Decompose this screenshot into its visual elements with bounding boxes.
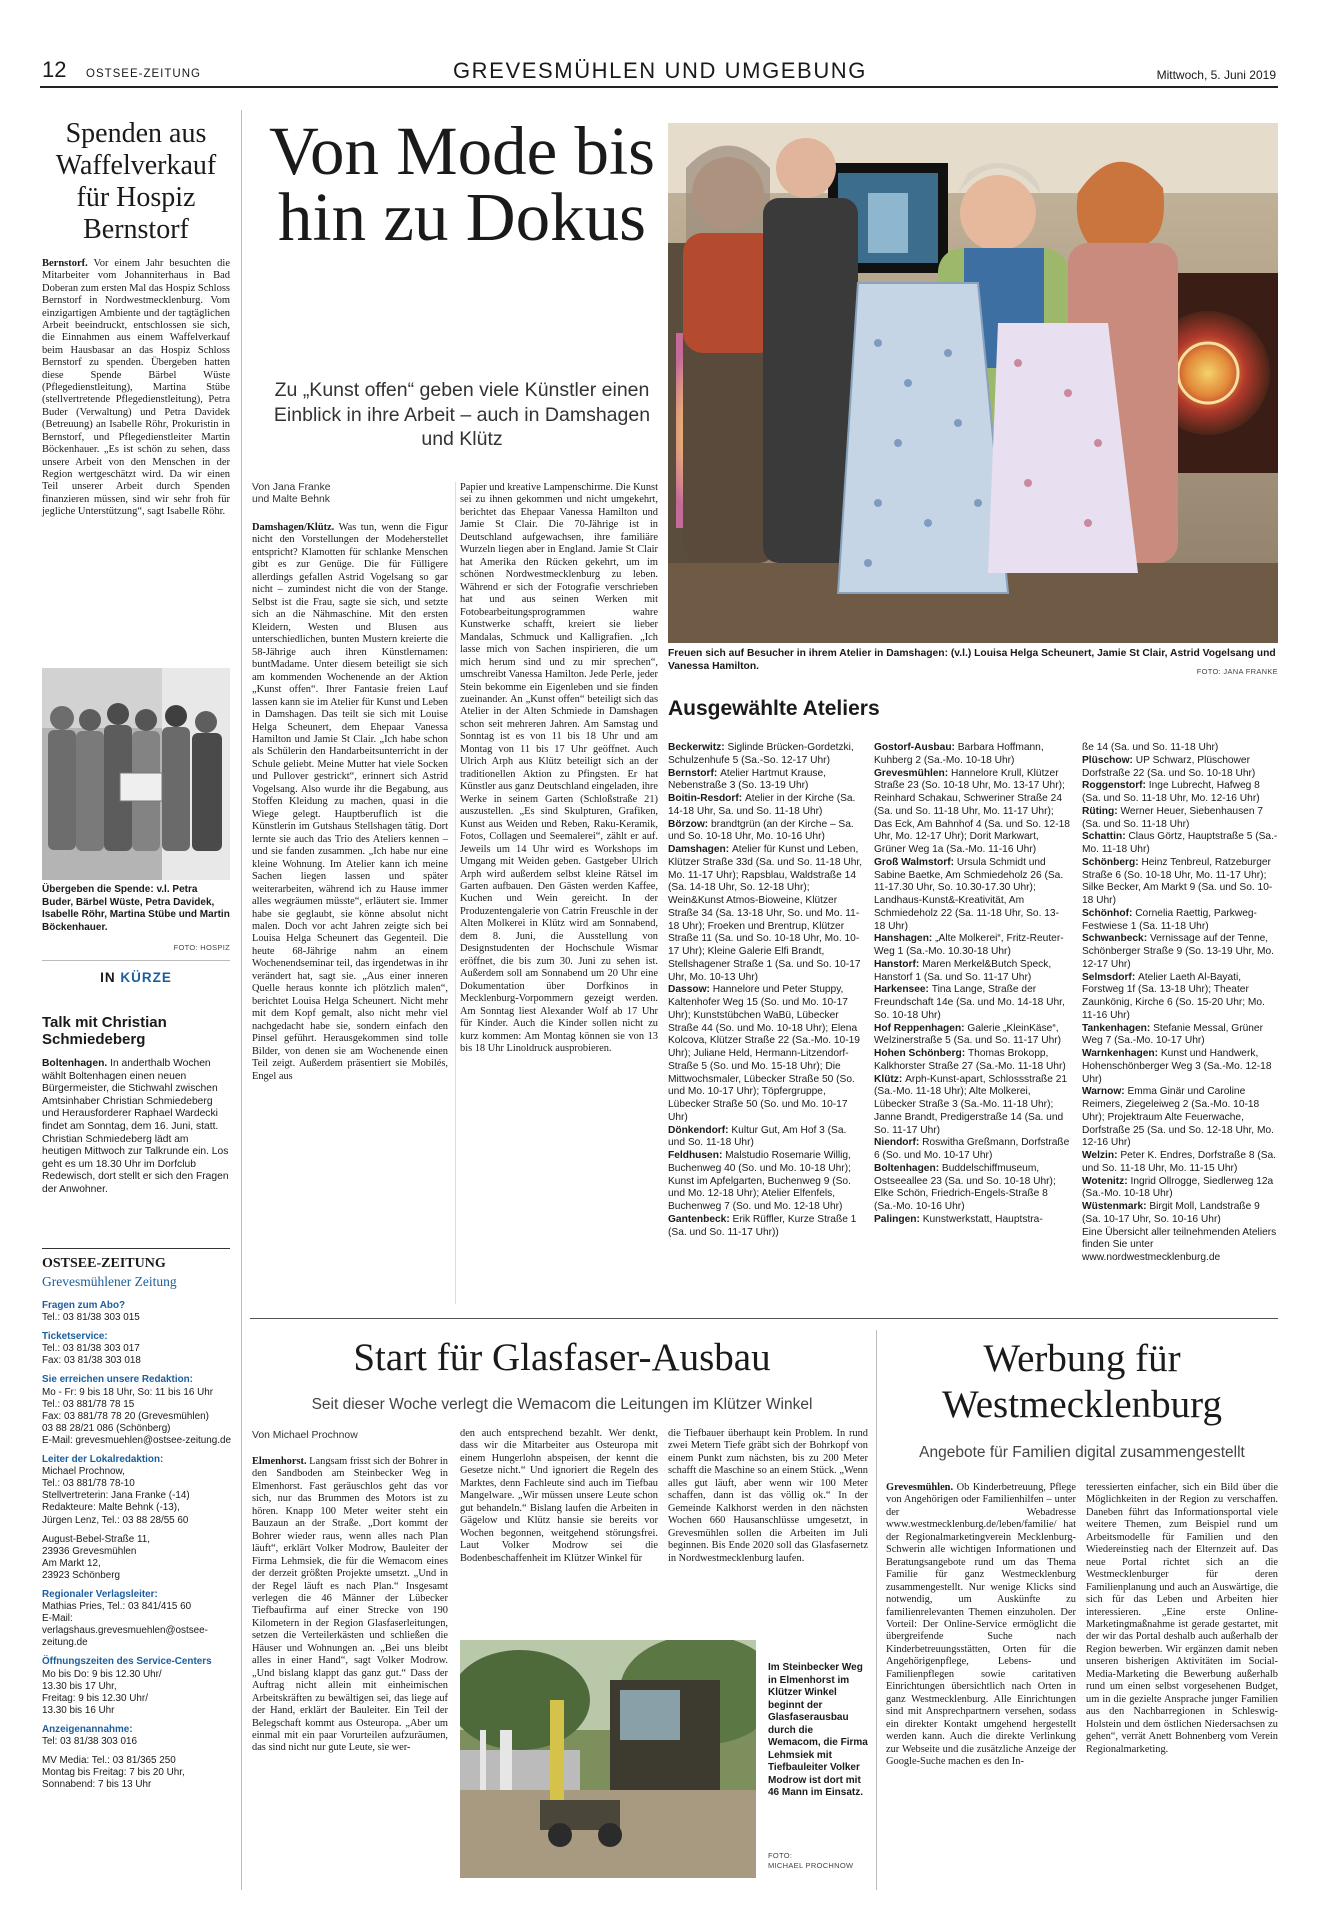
atelier-place: Wüstenmark:	[1082, 1201, 1150, 1212]
main-byline	[252, 482, 331, 507]
contact-line: Tel: 03 81/38 303 016	[42, 1736, 137, 1747]
atelier-entry	[1082, 1048, 1278, 1086]
atelier-entry	[1082, 831, 1278, 857]
contact-line: Stellvertreterin: Jana Franke (-14)	[42, 1490, 190, 1502]
atelier-place: Dönkendorf:	[668, 1124, 732, 1136]
atelier-entry	[1082, 1176, 1278, 1202]
contact-local-name: Grevesmühlener Zeitung	[42, 1274, 177, 1289]
main-col-divider	[455, 482, 456, 1304]
atelier-details: ße 14 (Sa. und So. 11-18 Uhr)	[1082, 742, 1219, 753]
atelier-details: Tina Lange, Straße der Freundschaft 14e (Sa. und Mo. 14-18 Uhr, So. 10-18 Uhr)	[874, 984, 1065, 1021]
in-kuerze-rule-top	[42, 960, 230, 961]
atelier-entry	[1082, 1023, 1278, 1049]
werbung-col-1	[886, 1482, 1076, 1768]
ateliers-title: Ausgewählte Ateliers	[668, 697, 880, 720]
main-col-2: Papier und kreative Lampenschirme. Die Kunst sei zu ihnen gekommen und nicht umgekehrt, berichtet das Ehepaar Vanessa Hamilton und Jamie St Clair. Die 70-Jährige ist in Deutschland aufgewachsen, ihre familiäre Wurzeln liegen aber in England. Jamie St Clair hat Amerika den Rücken gekehrt, um im schönen Nordwestmecklenburg zu leben. Während er sich der Fotografie verschrieben hat und aus seinen Werken mit Fotobearbeitungsprogrammen wahre Kunstwerke schafft, kreiert sie lieber Mandalas, Schmuck und Kalligrafien. „Ich lasse mich von Sachen inspirieren, die um mich herum sind und zu mir sprechen“, umschreibt Vanessa Hamilton. Jede Perle, jeder Stein bekomme ein Eigenleben und sie finden zueinander. An „Kunst offen“ beteiligt sich das Atelier in der Alten Schmiede in Damshagen schon seit mehreren Jahren. Am Samstag und Sonntag ist es von 11 bis 18 Uhr und am Montag von 11 bis 17 Uhr geöffnet. Auch Ulrich Arph aus Klütz beteiligt sich an der traditionellen Aktion zu Pfingsten. Er hat Künstler aus ganz Deutschland eingeladen, ihre Werke in seinem Garten (Schloßstraße 21) auszustellen. „Es sind Skulpturen, Grafiken, Kunst aus Weiden und Reben, Raku-Keramik, Fotos, Collagen und Seemalerei“, zählt er auf. Jeweils um 14 Uhr wird es Workshops im Umgang mit Weiden geben. Gastgeber Ulrich Arph wird außerdem selbst kleine Rätsel im Garten aufbauen. Den Gästen werden Kaffee, Kuchen und Wein gereicht. In der Produzentengalerie von Catrin Freuschle in der Alten Molkerei in Klütz wird am Sonnabend, dem 8. Juni, die Ausstellung von Designstudenten der Hochschule Wismar eröffnet, die bis zum 30. Juni zu sehen ist. Außerdem soll am Sonnabend um 20 Uhr eine Dokumentation über Dorfkinos in Mecklenburg-Vorpommern gezeigt werden. Am Sonntag liest Alexander Wolf ab 17 Uhr für Kinder. Auch die Kinder sollen nicht zu kurz kommen: Am Montag können sie von 13 bis 18 Uhr Linoldruck ausprobieren.	[460, 482, 658, 1055]
atelier-photo-caption: Freuen sich auf Besucher in ihrem Atelier in Damshagen: (v.l.) Louisa Helga Scheunert, Jamie St Clair, Astrid Vogelsang und Vanessa Hamilton.	[668, 648, 1276, 672]
atelier-details: Buddelschiffmuseum, Ostseeallee 23 (Sa. und So. 10-18 Uhr); Elke Schön, Friedrich-Engels-Straße 8 (Sa.-Mo. 10-16 Uhr)	[874, 1162, 1056, 1212]
atelier-entry	[668, 1214, 864, 1240]
atelier-details: Siglinde Brücken-Gordetzki, Schulzenhufe 5 (Sa.-So. 12-17 Uhr)	[668, 742, 854, 766]
atelier-details: Atelier Laeth Al-Bayati, Forstweg 1f (Sa. 13-18 Uhr); Theater Zaunkönig, Kirche 6 (So. 15-20 Uhr; Mo. 11-16 Uhr)	[1082, 971, 1265, 1021]
atelier-entry	[1082, 742, 1278, 755]
main-headline: Von Mode bis hin zu Dokus	[269, 113, 655, 255]
atelier-place: Rüting:	[1082, 805, 1121, 817]
atelier-details: Erik Rüffler, Kurze Straße 1 (Sa. und So. 11-17 Uhr))	[668, 1213, 857, 1238]
atelier-details: Atelier für Kunst und Leben, Klützer Straße 33d (Sa. und So. 11-18 Uhr, Mo. 11-17 Uhr); Rapsblau, Waldstraße 14 (Sa. 14-18 Uhr, So. 12-18 Uhr); Wein&Kunst Atmos-Bioweine, Klützer Straße 34 (Sa. 13-18 Uhr, So. und Mo. 11-18 Uhr); Froeken und Brentrup, Klützer Straße 11 (Sa. und So. 10-18 Uhr, Mo. 10-17 Uhr); Kleine Galerie Elfi Brandt, Stellshagener Straße 1 (Sa. und So. 10-17 Uhr, Mo. 10-13 Uhr)	[668, 844, 863, 983]
hospiz-dateline: Bernstorf.	[42, 258, 88, 269]
atelier-details: Werner Heuer, Siebenhausen 7 (Sa. und So. 11-18 Uhr)	[1082, 805, 1264, 830]
contact-line: August-Bebel-Straße 11,	[42, 1533, 150, 1545]
page-number: 12	[42, 57, 67, 82]
contact-block	[42, 1300, 232, 1324]
atelier-place: Boitin-Resdorf:	[668, 793, 745, 804]
atelier-place: Klütz:	[874, 1073, 906, 1085]
atelier-place: Selmsdorf:	[1082, 971, 1139, 983]
atelier-details: UP Schwarz, Plüschower Dorfstraße 22 (Sa. und So. 10-18 Uhr)	[1082, 754, 1256, 779]
atelier-entry	[668, 819, 864, 845]
contact-line: Jürgen Lenz, Tel.: 03 88 28/55 60	[42, 1514, 189, 1526]
atelier-entry	[1082, 806, 1278, 832]
atelier-place: Wotenitz:	[1082, 1175, 1131, 1187]
atelier-place: Hof Reppenhagen:	[874, 1022, 968, 1034]
contact-line: Tel.: 03 81/38 303 017	[42, 1343, 140, 1355]
main-col-1-text: Was tun, wenn die Figur nicht den Vorstellungen der Modeherstellet entspricht? Klamotten für schlanke Menschen gibt es zur Genüge. Die für Fülligere allerdings gefallen Astrid Vogelsang so gar nicht – zumindest nicht die von der Stange. Selbst ist die Frau, sagte sie sich, und setzte sich an die Nähmaschine. Mit den ersten Kleidern, Westen und Blusen aus unterschiedlichen, bunten Mustern kreierte die 58-Jährige auch ihren Künstlernamen: buntMadame. Unter diesem beteiligt sie sich am kommenden Wochenende an der Aktion „Kunst offen“. Ihrer Fantasie freien Lauf lassen kann sie im Atelier für Kunst und Leben in Damshagen. Das teilt sie sich mit Louise Helga Scheunert, dem Ehepaar Vanessa Hamilton und Jamie St Clair. „Ich habe schon als Schülerin den Handarbeitsunterricht in der Schule geliebt. Meine Mutter hat viele Socken und Pullover gestrickt“, erinnert sich Astrid Vogelsang. Also wurde ihr die Begabung, aus Stoffen Kleidung zu machen, quasi in die Wiege gelegt. Hauptberuflich ist die Künstlerin im Gutshaus Stellshagen tätig. Dort lernte sie auch das Trio des Ateliers kennen – und sie fanden zusammen. „Ich habe nur eine kleine Wohnung. Im Atelier kann ich meine Sachen liegen lassen und später weiterarbeiten, während ich zu Hause immer alles wegräumen müsste“, erläutert sie. Immer habe sie geglaubt, sie könne absolut nicht malen. Doch vor acht Jahren zeigte sich bei Louisa Helga Scheunert das Gegenteil. Die heute 68-Jährige nahm an einem Wochenendseminar teil, das irgendetwas in ihr verändert hat, sagt sie. „Aus einer inneren Quelle heraus konnte ich plötzlich malen“, berichtet Louisa Helga Scheunert. Nicht mehr mit dem Kopf gemalt, also nicht mehr viel nachgedacht habe sie, sondern einfach den Pinsel geführt. Herausgekommen sind tolle Bilder, von denen sie am Wochenende einen Teil zeigt. Außerdem präsentiert sie Mobilés, Engel aus	[252, 522, 448, 1082]
atelier-place: Bernstorf:	[668, 767, 721, 779]
atelier-place: Roggenstorf:	[1082, 780, 1149, 792]
ateliers-col-1	[668, 742, 864, 1239]
contact-line: verlagshaus.grevesmuehlen@ostsee-zeitung.de	[42, 1625, 208, 1649]
contact-block	[42, 1331, 232, 1367]
atelier-details: Ingrid Ollrogge, Siedlerweg 12a (Sa.-Mo. 10-18 Uhr)	[1082, 1175, 1274, 1200]
atelier-details: Kunstwerkstatt, Hauptstra-	[922, 1213, 1043, 1225]
atelier-details: Kultur Gut, Am Hof 3 (Sa. und So. 11-18 Uhr)	[668, 1124, 847, 1149]
atelier-entry	[874, 857, 1070, 934]
contact-paper-name: OSTSEE-ZEITUNG	[42, 1256, 166, 1271]
atelier-place: Beckerwitz:	[668, 742, 728, 753]
atelier-entry	[1082, 1201, 1278, 1227]
atelier-place: Börzow:	[668, 818, 712, 830]
ateliers-col-3	[1082, 742, 1278, 1265]
contact-line: Michael Prochnow,	[42, 1466, 125, 1478]
atelier-entry	[874, 984, 1070, 1022]
atelier-place: Schönhof:	[1082, 907, 1136, 919]
atelier-details: Maren Merkel&Butch Speck, Hanstorf 1 (Sa. und So. 11-17 Uhr)	[874, 958, 1052, 983]
atelier-details: Roswitha Greßmann, Dorfstraße 6 (So. und Mo. 10-17 Uhr)	[874, 1137, 1070, 1161]
atelier-details: „Alte Molkerei“, Fritz-Reuter-Weg 1 (Sa.-Mo. 10.30-18 Uhr)	[874, 933, 1064, 957]
glasfaser-byline: Von Michael Prochnow	[252, 1430, 358, 1441]
contact-line: Mathias Pries, Tel.: 03 841/415 60	[42, 1601, 192, 1613]
atelier-details: Hannelore und Peter Stuppy, Kaltenhofer Weg 15 (So. und Mo. 10-17 Uhr); Kunststübchen WaBü, Lübecker Straße 44 (So. und Mo. 10-18 Uhr); Elena Kolcova, Klützer Straße 22 (Sa.-Mo. 10-19 Uhr); Juliane Held, Hermann-Litzendorf-Straße 5 (So. und Mo. 15-18 Uhr); Die Mittwochsmaler, Lübecker Straße 50 (So. und Mo. 10-17 Uhr); Töpfergruppe, Lübecker Straße 50 (So. und Mo. 10-17 Uhr)	[668, 984, 860, 1123]
contact-block	[42, 1534, 232, 1582]
atelier-entry	[874, 1048, 1070, 1074]
in-kuerze-in: IN	[100, 970, 116, 985]
atelier-entry	[874, 768, 1070, 857]
atelier-place: Groß Walmstorf:	[874, 856, 957, 868]
atelier-details: Arph-Kunst-apart, Schlossstraße 21 (Sa.-Mo. 11-18 Uhr); Alte Molkerei, Lübecker Straße 3 (Sa.-Mo. 11-18 Uhr); Janne Brandt, Predigerstraße 14 (Sa. und So. 11-17 Uhr)	[874, 1073, 1068, 1136]
glasfaser-photo	[460, 1640, 756, 1878]
contact-line: Tel.: 03 881/78 78 15	[42, 1398, 135, 1410]
contact-line: 13.30 bis 17 Uhr,	[42, 1680, 117, 1692]
atelier-place: Warnow:	[1082, 1086, 1128, 1098]
atelier-place: Welzin:	[1082, 1150, 1121, 1161]
atelier-place: Damshagen:	[668, 844, 732, 855]
contact-line: Montag bis Freitag: 7 bis 20 Uhr,	[42, 1767, 185, 1779]
glasfaser-photo-credit	[768, 1851, 853, 1871]
glasfaser-col-1	[252, 1456, 448, 1755]
atelier-details: Vernissage auf der Tenne, Schönberger Straße 9 (So. 13-19 Uhr, Mo. 12-17 Uhr)	[1082, 933, 1274, 970]
atelier-place: Hohen Schönberg:	[874, 1048, 968, 1059]
atelier-place: Schattin:	[1082, 831, 1129, 843]
atelier-entry	[668, 793, 864, 819]
glasfaser-subtitle: Seit dieser Woche verlegt die Wemacom die Leitungen im Klützer Winkel	[311, 1396, 813, 1413]
atelier-entry	[668, 768, 864, 794]
contact-block-heading: Fragen zum Abo?	[42, 1300, 126, 1311]
atelier-place: Hanstorf:	[874, 958, 923, 970]
in-kuerze-kuerze: KÜRZE	[120, 970, 172, 985]
atelier-entry	[874, 1023, 1070, 1049]
atelier-place: Plüschow:	[1082, 754, 1136, 766]
main-byline-1: Von Jana Franke	[252, 482, 331, 493]
ateliers-col-2	[874, 742, 1070, 1227]
contact-line: Sonnabend: 7 bis 13 Uhr	[42, 1779, 152, 1791]
hospiz-article-body	[42, 258, 230, 519]
glasfaser-col-3: die Tiefbauer überhaupt kein Problem. In rund zwei Metern Tiefe gräbt sich der Bohrkopf von einem Punkt zum nächsten, bis zu 200 Meter schafft die Maschine so an einem Stück. „Wenn alles gut läuft, aber wenn wir 100 Meter schaffen, dann ist das völlig ok.“ In der Gemeinde Kalkhorst werden in den nächsten Wochen 660 Hausanschlüsse umgesetzt, in Grevesmühlen sollen die Arbeiten im Juli beginnen. Bis Ende 2020 soll das Glasfasernetz in Nordwestmecklenburg laufen.	[668, 1428, 868, 1564]
in-kuerze-label	[42, 970, 230, 985]
talk-headline: Talk mit Christian Schmiedeberg	[42, 1014, 167, 1048]
main-dateline: Damshagen/Klütz.	[252, 522, 335, 533]
atelier-place: Gantenbeck:	[668, 1213, 733, 1225]
atelier-photo-credit: FOTO: JANA FRANKE	[1196, 667, 1278, 676]
atelier-details: Birgit Moll, Landstraße 9 (Sa. 10-17 Uhr, So. 10-16 Uhr)	[1082, 1201, 1260, 1225]
atelier-details: Cornelia Raettig, Parkweg-Festwiese 1 (Sa. 11-18 Uhr)	[1082, 907, 1257, 932]
atelier-entry	[874, 742, 1070, 768]
atelier-place: Tankenhagen:	[1082, 1022, 1154, 1034]
hospiz-photo-caption: Übergeben die Spende: v.l. Petra Buder, Bärbel Wüste, Petra Davidek, Isabelle Röhr, Martina Stübe und Martin Böckenhauer.	[42, 884, 230, 933]
atelier-entry	[874, 1214, 1070, 1227]
atelier-place: Niendorf:	[874, 1137, 923, 1149]
atelier-details: Atelier in der Kirche (Sa. 14-18 Uhr, Sa. und So. 11-18 Uhr)	[668, 793, 856, 817]
contact-line: 13.30 bis 16 Uhr	[42, 1704, 115, 1716]
contact-line: E-Mail: grevesmuehlen@ostsee-zeitung.de	[42, 1434, 231, 1446]
contact-block	[42, 1589, 232, 1649]
contact-line: MV Media: Tel.: 03 81/365 250	[42, 1755, 176, 1767]
paper-name: OSTSEE-ZEITUNG	[86, 68, 201, 80]
contact-line: Tel.: 03 81/38 303 015	[42, 1312, 140, 1324]
contact-block-heading: Leiter der Lokalredaktion:	[42, 1454, 164, 1466]
atelier-entry	[874, 959, 1070, 985]
atelier-entry	[1082, 933, 1278, 971]
contact-block-heading: Ticketservice:	[42, 1331, 108, 1343]
werbung-dateline: Grevesmühlen.	[886, 1482, 954, 1493]
contact-line: 03 88 28/21 086 (Schönberg)	[42, 1422, 171, 1434]
atelier-entry	[1082, 780, 1278, 806]
atelier-details: Claus Görtz, Hauptstraße 5 (Sa.-Mo. 11-18 Uhr)	[1082, 831, 1278, 855]
contact-line: Fax: 03 81/38 303 018	[42, 1355, 141, 1367]
atelier-details: Kunst und Handwerk, Hohenschönberger Weg 3 (Sa.-Mo. 12-18 Uhr)	[1082, 1048, 1272, 1085]
glasfaser-col-1-text: Langsam frisst sich der Bohrer in den Sandboden am Steinbecker Weg in Elmenhorst. Fast geräuschlos geht das vor sich, nur das Brummen des Motors ist zu hören. Knapp 100 Meter weiter steht ein Bauzaun an der Straße. „Dort kommt der Bohrer wieder raus, wenn alles nach Plan läuft“, erklärt Volker Modrow, Bauleiter der Firma Lehmsiek, die für die Wemacom eines der derzeit größten Projekte umsetzt. „Und in der Regel läuft es nach Plan.“ Insgesamt verlegen die 46 Männer der Lübecker Tiefbaufirma auf einer Strecke von 190 Kilometern in der Region Glasfaserleitungen, setzen die Verteilerkästen und schließen die Häuser und Wohnungen an. „Bei uns bleibt alles in einer Hand“, sagt Volker Modrow. „Und bislang klappt das ganz gut.“ Dass der Auftrag nicht allein mit einheimischen Arbeitskräften zu bewältigen sei, das liege auf der Hand, erklärt der Bauleiter. Ein Teil der Belegschaft kommt aus Osteuropa. „Aber um einmal mit ein paar Vorurteilen aufzuräumen, das sind nicht nur gute Leute, sie wer-	[252, 1456, 448, 1754]
hospiz-photo-credit: FOTO: HOSPIZ	[173, 943, 230, 952]
talk-body-text: In anderthalb Wochen wählt Boltenhagen einen neuen Bürgermeister, die Stichwahl zwischen Amtsinhaber Christian Schmiedeberg und Herausforderer Raphael Wardecki findet am Sonntag, dem 16. Juni, statt. Christian Schmiedeberg lädt am heutigen Mittwoch zur Talkrunde ein. Los geht es um 18.30 Uhr im Dorfclub Redewisch, dort stellt er sich den Fragen der Anwohner.	[42, 1058, 229, 1195]
header-rule	[40, 86, 1278, 88]
atelier-entry	[1082, 1227, 1278, 1265]
atelier-place: Schwanbeck:	[1082, 933, 1150, 945]
atelier-details: Peter K. Endres, Dorfstraße 8 (Sa. und So. 11-18 Uhr, Mo. 11-15 Uhr)	[1082, 1150, 1277, 1174]
talk-dateline: Boltenhagen.	[42, 1058, 108, 1069]
atelier-details: Barbara Hoffmann, Kuhberg 2 (Sa.-Mo. 10-18 Uhr)	[874, 742, 1044, 766]
atelier-photo	[668, 123, 1278, 643]
main-col-1	[252, 522, 448, 1083]
glasfaser-col-2: den auch entsprechend bezahlt. Wer denkt, dass wir die Mitarbeiter aus Osteuropa mit einem Hungerlohn abspeisen, der kennt die Gesetze nicht.“ Und ignoriert die Regeln des Marktes, denn Fachleute sind auch im Tiefbau Mangelware. „Wir müssen unsere Leute schon gut behandeln.“ Bislang laufen die Arbeiten in Gägelow und Klütz hansie sie bereits vor Wochen begonnen, weitgehend störungsfrei. Laut Volker Modrow sei die Bodenbeschaffenheit im Klützer Winkel für	[460, 1428, 658, 1564]
atelier-details: Galerie „KleinKäse“, Welzinerstraße 5 (Sa. und So. 11-17 Uhr)	[874, 1022, 1062, 1047]
hospiz-headline: Spenden aus Waffelverkauf für Hospiz Bernstorf	[55, 118, 217, 245]
atelier-entry	[668, 1150, 864, 1214]
contact-block	[42, 1724, 232, 1748]
atelier-entry	[1082, 857, 1278, 908]
main-byline-2: und Malte Behnk	[252, 494, 330, 506]
contact-block	[42, 1656, 232, 1716]
atelier-place: Warnkenhagen:	[1082, 1048, 1161, 1059]
werbung-col-1-text: Ob Kinderbetreuung, Pflege von Angehörigen oder Familienhilfen – unter der Webadresse www.westmecklenburg.de/leben/familie/ hat der Regionalmarketingverein Mecklenburg-Schwerin alle wichtigen Informationen und Beratungsangebote rund um das Thema Familie für ganz Westmecklenburg zusammengestellt. Nur wenige Klicks sind notwendig, um Auskünfte zu familienrelevanten Themen einzuholen. Der Vorteil: Der Online-Service ermöglicht die übergreifende Suche nach Kinderbetreuungsstätten, Orten für die Angehörigenpflege, Lebens- und Familienpflegen sowie caritativen Einrichtungen übersichtlich nach Orten in ganz Westmecklenburg. Alle Einrichtungen sind mit Ansprechpartnern versehen, sodass ein direkter Kontakt umgehend hergestellt werden kann. Auch die direkte Verlinkung zur Webseite und die zusätzliche Anzeige der Google-Suche machen es den In-	[886, 1482, 1076, 1767]
contact-block-heading: Öffnungszeiten des Service-Centers	[42, 1656, 212, 1668]
atelier-place: Feldhusen:	[668, 1150, 726, 1161]
atelier-entry	[1082, 1150, 1278, 1176]
atelier-entry	[1082, 755, 1278, 781]
werbung-headline: Werbung für Westmecklenburg	[942, 1337, 1222, 1426]
glasfaser-dateline: Elmenhorst.	[252, 1456, 307, 1467]
werbung-divider	[876, 1330, 877, 1890]
atelier-place: Grevesmühlen:	[874, 767, 951, 779]
glasfaser-photo-caption: Im Steinbecker Weg in Elmenhorst im Klützer Winkel beginnt der Glasfaserausbau durch die Wemacom, die Firma Lehmsiek mit Tiefbauleiter Volker Modrow ist dort mit 46 Mann im Einsatz.	[768, 1662, 868, 1798]
atelier-place: Boltenhagen:	[874, 1162, 942, 1174]
contact-line: Fax: 03 881/78 78 20 (Grevesmühlen)	[42, 1410, 209, 1422]
atelier-place: Gostorf-Ausbau:	[874, 742, 958, 753]
atelier-place: Dassow:	[668, 984, 713, 996]
atelier-entry	[1082, 908, 1278, 934]
contact-line: Freitag: 9 bis 12.30 Uhr/	[42, 1692, 148, 1704]
atelier-entry	[668, 742, 864, 768]
hospiz-body-text: Vor einem Jahr besuchten die Mitarbeiter vom Johanniterhaus in Bad Doberan zum ersten Mal das Hospiz Schloss Bernstorf in Nordwestmecklenburg. Vom einzigartigen Ambiente und der tagtäglichen Arbeit beeindruckt, entschlossen sie sich, die Einnahmen aus einem Waffelverkauf beim Hausbasar an das Hospiz Schloss Bernstorf zu spenden. Übergeben hatten diese Spende Bärbel Wüste (Pflegedienstleitung), Martina Stübe (stellvertretende Pflegedienstleitung), Petra Buder (Verwaltung) und Petra Davidek (Betreuung) an Isabelle Röhr, Prokuristin in Bernstorf, und Pflegedienstleiter Martin Böckenhauer. „Es ist schön zu sehen, dass unsere Arbeit von den Menschen in der Region wertgeschätzt wird. Da wir einen Teil unserer Arbeit durch Spenden finanzieren müssen, sind wir sehr froh für jegliche Unterstützung“, sagt Isabelle Röhr.	[42, 258, 231, 518]
atelier-entry	[874, 933, 1070, 959]
atelier-entry	[668, 1125, 864, 1151]
contact-line: Mo - Fr: 9 bis 18 Uhr, So: 11 bis 16 Uhr	[42, 1386, 214, 1398]
atelier-entry	[668, 984, 864, 1124]
contact-block	[42, 1755, 232, 1791]
contact-line: Tel.: 03 881/78 78-10	[42, 1478, 135, 1490]
contact-block-heading: Anzeigenannahme:	[42, 1723, 133, 1735]
bottom-section-rule	[250, 1318, 1278, 1319]
contact-line: Mo bis Do: 9 bis 12.30 Uhr/	[42, 1668, 162, 1680]
atelier-entry	[874, 1163, 1070, 1214]
contact-blocks	[42, 1300, 232, 1798]
contact-line: E-Mail:	[42, 1613, 73, 1625]
atelier-place: Harkensee:	[874, 984, 932, 996]
atelier-details: Hannelore Krull, Klützer Straße 23 (So. 10-18 Uhr, Mo. 13-17 Uhr); Reinhard Schakau, Schweriner Straße 24 (Sa. und So. 11-18 Uhr, Mo. 11-17 Uhr); Das Eck, Am Bahnhof 4 (Sa. und So. 12-18 Uhr, Mo. 12-17 Uhr); Dorit Markwart, Grüner Weg 1a (Sa.-Mo. 11-16 Uhr)	[874, 767, 1070, 855]
atelier-place: Schönberg:	[1082, 856, 1142, 868]
atelier-details: Emma Ginär und Caroline Reimers, Ziegeleiweg 2 (Sa.-Mo. 10-18 Uhr); Projektraum Alte Feuerwache, Dorfstraße 25 (Sa. und So. 12-18 Uhr, Mo. 12-16 Uhr)	[1082, 1086, 1274, 1149]
contact-block	[42, 1454, 232, 1527]
atelier-details: Stefanie Messal, Grüner Weg 7 (Sa.-Mo. 10-17 Uhr)	[1082, 1022, 1263, 1047]
atelier-place: Hanshagen:	[874, 933, 936, 945]
atelier-entry	[668, 844, 864, 984]
contact-block-heading: Regionaler Verlagsleiter:	[42, 1588, 158, 1600]
glasfaser-headline: Start für Glasfaser-Ausbau	[353, 1336, 771, 1379]
werbung-subtitle: Angebote für Familien digital zusammengestellt	[919, 1444, 1245, 1461]
atelier-details: Eine Übersicht aller teilnehmenden Ateliers finden Sie unter www.nordwestmecklenburg.de	[1082, 1226, 1277, 1263]
contact-block-heading: Sie erreichen unsere Redaktion:	[42, 1374, 193, 1386]
atelier-entry	[874, 1074, 1070, 1138]
atelier-place: Palingen:	[874, 1213, 923, 1225]
section-title: GREVESMÜHLEN UND UMGEBUNG	[452, 58, 868, 83]
contact-line: Redakteure: Malte Behnk (-13),	[42, 1502, 180, 1514]
atelier-details: brandtgrün (an der Kirche – Sa. und So. 10-18 Uhr, Mo. 10-16 Uhr)	[668, 818, 854, 843]
contact-line: 23936 Grevesmühlen	[42, 1545, 137, 1557]
atelier-details: Atelier Hartmut Krause, Nebenstraße 3 (So. 13-19 Uhr)	[668, 767, 826, 792]
atelier-details: Inge Lubrecht, Hafweg 8 (Sa. und So. 11-18 Uhr, Mo. 12-16 Uhr)	[1082, 780, 1260, 804]
glasfaser-credit-2: MICHAEL PROCHNOW	[768, 1861, 854, 1870]
atelier-entry	[1082, 972, 1278, 1023]
talk-body	[42, 1058, 230, 1197]
contact-rule-top	[42, 1248, 230, 1249]
contact-line: Am Markt 12,	[42, 1557, 101, 1569]
atelier-entry	[1082, 1086, 1278, 1150]
main-subtitle: Zu „Kunst offen“ geben viele Künstler einen Einblick in ihre Arbeit – auch in Damshagen und Klütz	[273, 379, 651, 450]
werbung-col-2: teressierten einfacher, sich ein Bild über die Möglichkeiten in der Region zu verschaffen. Daneben führt das Informationsportal viele weitere Themen, zum Beispiel rund um Arbeitsmodelle für Familien und den Wiedereinstieg nach der Elternzeit auf. Das neue Portal richtet sich an die Westmecklenburger für deren Familienplanung und auch an Auswärtige, die sich für das Leben und Arbeiten hier interessieren. „Eine erste Online-Marketingmaßnahme ist gerade gestartet, mit der wir das Portal deshalb auch außerhalb der Region bewerben. Wir ergänzen damit neben unseren bisherigen Aktivitäten im Social-Media-Marketing die Bewerbung außerhalb rund um einen selbst vorgesehenen Budget, um in die gezielte Ansprache junger Familien aus den Nachbarregionen in Schleswig-Holstein und dem östlichen Niedersachsen zu gehen“, verrät Anett Bohnenberg vom Verein Regionalmarketing.	[1086, 1482, 1278, 1755]
atelier-details: Malstudio Rosemarie Willig, Buchenweg 40 (So. und Mo. 10-18 Uhr); Kunst im Apfelgarten, Buchenweg 9 (So. und Mo. 12-18 Uhr); Atelier Elfenfels, Buchenweg 7 (So. und Mo. 12-18 Uhr)	[668, 1150, 851, 1212]
left-column-divider	[241, 110, 242, 1890]
atelier-entry	[874, 1137, 1070, 1163]
atelier-details: Thomas Brokopp, Kalkhorster Straße 27 (Sa.-Mo. 11-18 Uhr)	[874, 1048, 1066, 1072]
contact-line: 23923 Schönberg	[42, 1569, 120, 1581]
hospiz-photo	[42, 668, 230, 880]
issue-date: Mittwoch, 5. Juni 2019	[1156, 68, 1276, 82]
atelier-details: Ursula Schmidt und Sabine Baetke, Am Schmiedeholz 26 (Sa. 11-17.30 Uhr, So. 10.30-17.30 Uhr); Landhaus-Kunst&-Kreativität, Am Schmiedeholz 22 (Sa. 11-18 Uhr, So. 13-18 Uhr)	[874, 856, 1064, 932]
glasfaser-credit-1: FOTO:	[768, 1851, 793, 1860]
contact-block	[42, 1374, 232, 1447]
atelier-details: Heinz Tenbreul, Ratzeburger Straße 6 (So. 10-18 Uhr, Mo. 11-17 Uhr); Silke Becker, Am Markt 9 (Sa. und So. 10-18 Uhr)	[1082, 856, 1273, 906]
